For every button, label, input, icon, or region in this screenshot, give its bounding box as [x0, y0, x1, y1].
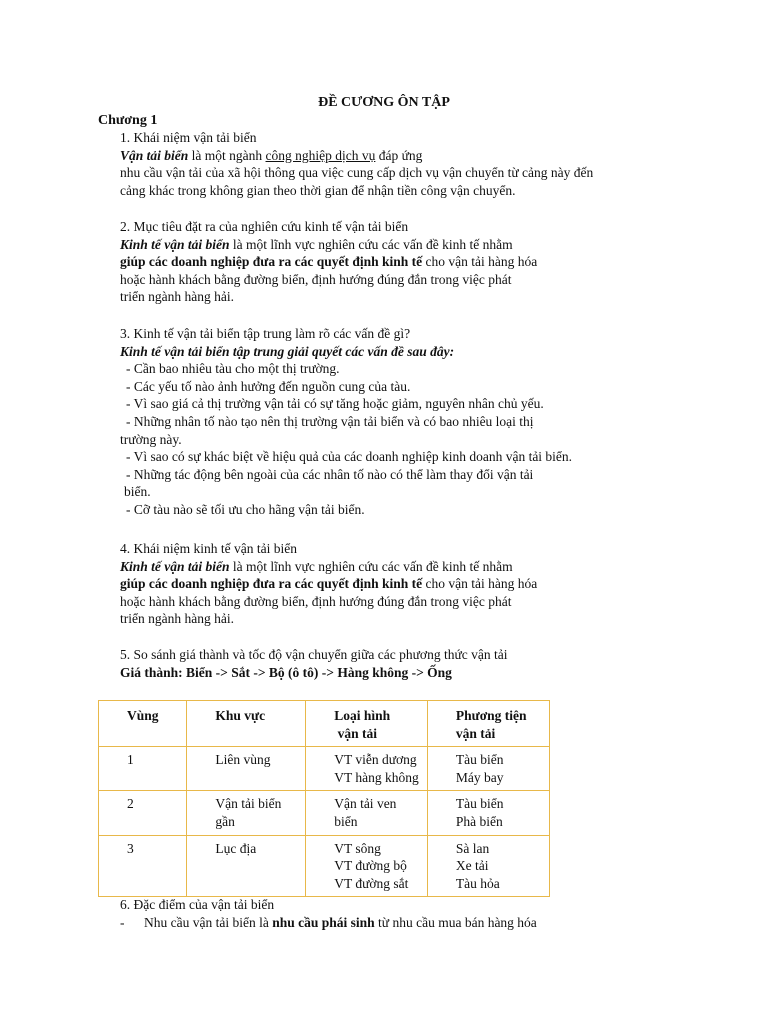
column-header	[306, 701, 428, 747]
section-1-line-2: nhu cầu vận tải của xã hội thông qua việc cung cấp dịch vụ vận chuyển từ cảng này đến	[120, 165, 594, 181]
table-cell: Liên vùng	[187, 747, 306, 791]
section-4-line-4: triển ngành hàng hải.	[120, 611, 234, 627]
table-cell	[306, 747, 428, 791]
column-header	[427, 701, 549, 747]
section-2-line-4: triển ngành hàng hải.	[120, 289, 234, 305]
cell-line: Xe tải	[455, 858, 489, 874]
header-line: vận tải	[334, 725, 377, 741]
cell-line: Phà biển	[455, 813, 503, 829]
list-item: - Cỡ tàu nào sẽ tối ưu cho hãng vận tải biển.	[126, 501, 365, 517]
header-line: Phương tiện	[455, 708, 527, 723]
table-row	[99, 791, 550, 835]
list-item: - Những nhân tố nào tạo nên thị trường vận tải biển và có bao nhiêu loại thị	[126, 413, 534, 429]
term: Kinh tế vận tải biển	[120, 236, 230, 252]
list-item: - Vì sao giá cả thị trường vận tải có sự tăng hoặc giảm, nguyên nhân chủ yếu.	[126, 396, 544, 412]
cell-line: Máy bay	[455, 769, 504, 785]
table-cell	[427, 835, 549, 897]
section-3-heading: 3. Kinh tế vận tải biển tập trung làm rõ các vấn đề gì?	[120, 326, 411, 341]
section-6	[120, 896, 660, 914]
cell-line: VT sông	[334, 840, 381, 856]
table-header-row	[99, 701, 550, 747]
column-header: Vùng	[99, 701, 187, 747]
table-cell: 2	[99, 791, 187, 835]
table-cell	[427, 791, 549, 835]
term: Vận tải biển	[120, 147, 189, 163]
list-item: - Những tác động bên ngoài của các nhân tố nào có thể làm thay đổi vận tải	[126, 466, 534, 482]
text: đáp ứng	[375, 147, 423, 163]
bullet-dash: -	[120, 915, 125, 930]
table-row	[99, 835, 550, 897]
section-4-heading: 4. Khái niệm kinh tế vận tải biển	[120, 541, 297, 556]
text: cho vận tải hàng hóa	[422, 254, 538, 270]
section-4-line-3: hoặc hành khách bằng đường biển, định hướng đúng đắn trong việc phát	[120, 593, 512, 609]
cell-line: VT đường bộ	[334, 858, 407, 874]
underlined-term: công nghiệp dịch vụ	[265, 147, 376, 163]
table-cell: Lục địa	[187, 835, 306, 897]
section-1-line-3: cảng khác trong không gian theo thời gian để nhận tiền công vận chuyển.	[120, 182, 516, 198]
section-5-heading: 5. So sánh giá thành và tốc độ vận chuyển giữa các phương thức vận tải	[120, 647, 508, 662]
section-4	[120, 540, 660, 628]
header-line: vận tải	[455, 725, 496, 741]
section-2-line-3: hoặc hành khách bằng đường biển, định hướng đúng đắn trong việc phát	[120, 271, 512, 287]
table-cell	[187, 791, 306, 835]
cell-line: gần	[215, 813, 235, 829]
cell-line: Tàu biển	[455, 752, 504, 768]
section-4-line-2	[120, 575, 660, 593]
price-ranking: Giá thành: Biển -> Sắt -> Bộ (ô tô) -> Hàng không -> Ống	[120, 664, 452, 680]
table-cell	[306, 835, 428, 897]
table-cell: Vận tải ven biển	[306, 791, 428, 835]
section-6-heading: 6. Đặc điểm của vận tải biển	[120, 897, 275, 912]
column-header: Khu vực	[187, 701, 306, 747]
section-2-line-1	[120, 236, 660, 254]
text: cho vận tải hàng hóa	[422, 576, 538, 592]
section-1-line-1	[120, 147, 660, 165]
list-item-continuation: trường này.	[120, 431, 182, 447]
cell-line: VT đường sắt	[334, 875, 409, 891]
term: Kinh tế vận tải biển	[120, 558, 230, 574]
table-cell: 3	[99, 835, 187, 897]
chapter-heading: Chương 1	[98, 113, 158, 128]
section-2	[120, 218, 660, 306]
bold-text: giúp các doanh nghiệp đưa ra các quyết định kinh tế	[120, 254, 423, 270]
text: từ nhu cầu mua bán hàng hóa	[374, 915, 537, 930]
list-item-continuation: biển.	[124, 484, 151, 500]
text: là một lĩnh vực nghiên cứu các vấn đề kinh tế nhằm	[229, 236, 513, 252]
list-item: - Các yếu tố nào ảnh hưởng đến nguồn cung của tàu.	[126, 378, 411, 394]
section-3	[120, 325, 660, 519]
cell-line: VT hàng không	[334, 769, 419, 785]
cell-line: VT viễn dương	[334, 752, 417, 768]
section-6-bullet	[120, 914, 537, 932]
section-1	[120, 129, 660, 199]
section-1-heading: 1. Khái niệm vận tải biển	[120, 130, 257, 145]
section-2-heading: 2. Mục tiêu đặt ra của nghiên cứu kinh tế vận tải biển	[120, 219, 409, 234]
cell-line: Tàu biển	[455, 796, 504, 812]
document-title: ĐỀ CƯƠNG ÔN TẬP	[318, 95, 450, 110]
table-cell: 1	[99, 747, 187, 791]
cell-line: Tàu hỏa	[455, 875, 500, 891]
table-row	[99, 747, 550, 791]
section-2-line-2	[120, 253, 660, 271]
list-item: - Cần bao nhiêu tàu cho một thị trường.	[126, 361, 340, 377]
bold-text: giúp các doanh nghiệp đưa ra các quyết định kinh tế	[120, 576, 423, 592]
transport-table	[98, 700, 550, 897]
text: là một ngành	[188, 147, 266, 163]
bold-text: nhu cầu phái sinh	[272, 915, 375, 930]
table-cell	[427, 747, 549, 791]
section-3-lead: Kinh tế vận tải biển tập trung giải quyết các vấn đề sau đây:	[120, 343, 455, 359]
text: là một lĩnh vực nghiên cứu các vấn đề kinh tế nhằm	[229, 558, 513, 574]
cell-line: Vận tải biển	[215, 796, 282, 812]
header-line: Loại hình	[334, 708, 391, 723]
list-item: - Vì sao có sự khác biệt về hiệu quả của các doanh nghiệp kinh doanh vận tải biển.	[126, 449, 573, 465]
section-4-line-1	[120, 558, 660, 576]
section-5	[120, 646, 660, 681]
text: Nhu cầu vận tải biển là	[144, 915, 273, 930]
cell-line: Sà lan	[455, 840, 490, 856]
